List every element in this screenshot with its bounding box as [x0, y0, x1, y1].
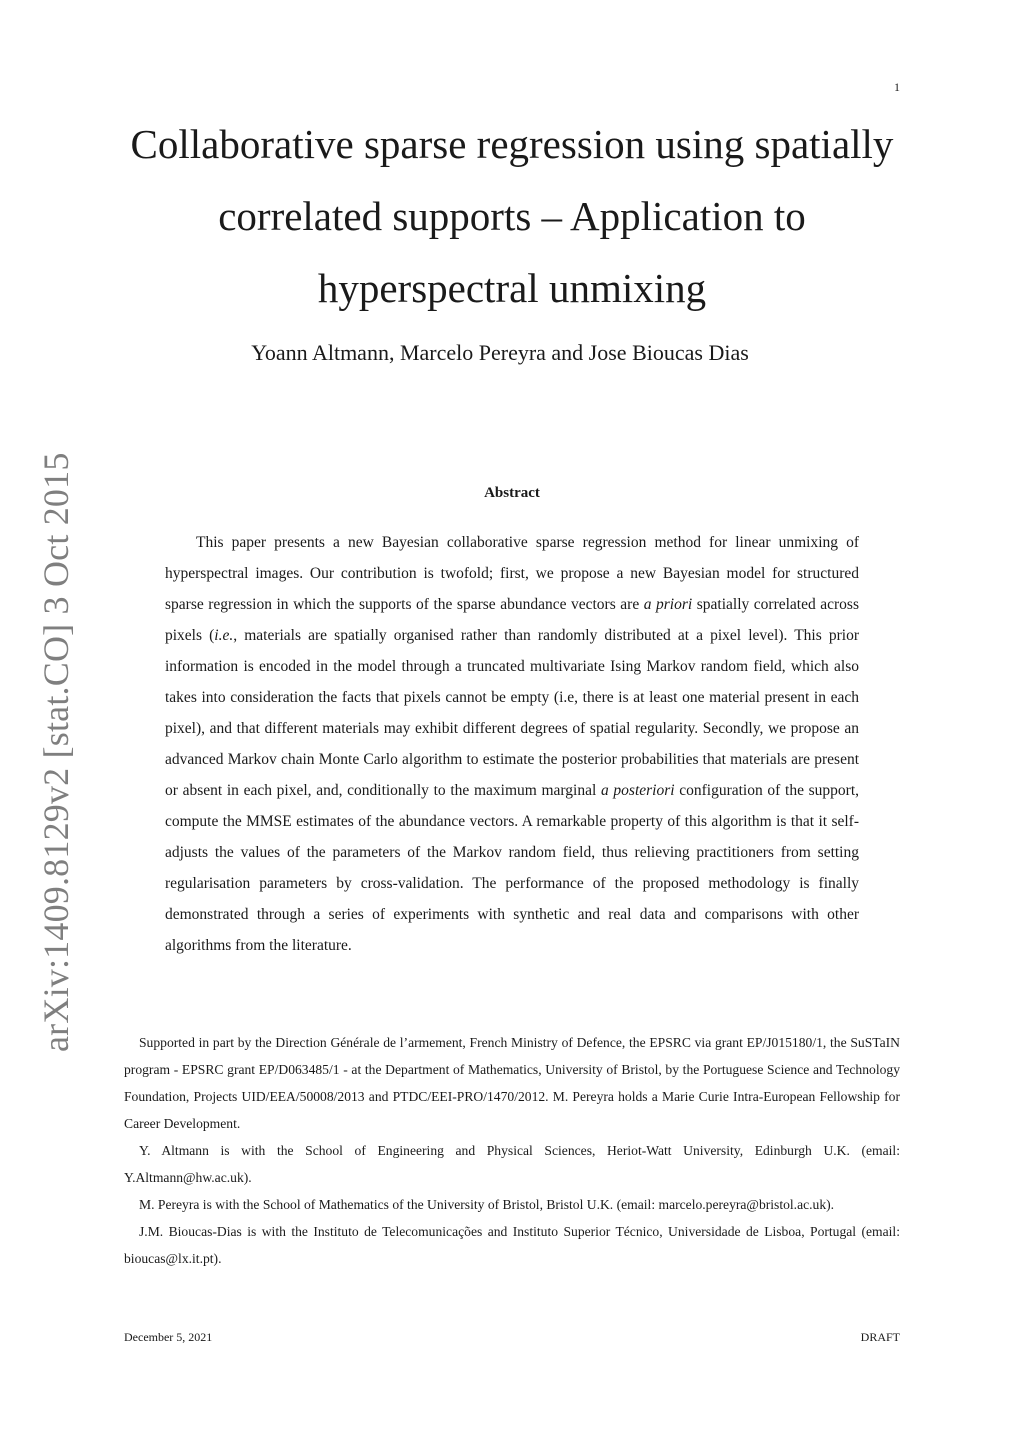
abstract-text: configuration of the support, compute the MMSE estimates of the abundance vectors. A remarkable property of this algorithm is that it self-adjusts the values of the parameters of the Markov random field, thus relieving practitioners from setting regularisation parameters by cross-validation. The performance of the proposed methodology is finally demonstrated through a series of experiments with synthetic and real data and comparisons with other algorithms from the literature.	[165, 782, 859, 954]
title-line: correlated supports – Application to	[218, 193, 806, 239]
paper-title	[100, 108, 924, 324]
abstract-italic-text: i.e.	[214, 627, 234, 644]
abstract-text: This paper presents a new Bayesian collaborative sparse regression method for linear unmixing of hyperspectral images. Our contribution is twofold; first, we propose a new Bayesian model for structured sparse regression in which the supports of the sparse abundance vectors are	[165, 534, 859, 613]
footnote-author-bioucas-dias: J.M. Bioucas-Dias is with the Instituto de Telecomunicações and Instituto Superior Técnico, Universidade de Lisboa, Portugal (email: bioucas@lx.it.pt).	[124, 1224, 900, 1266]
footnotes	[124, 1029, 900, 1272]
abstract-text: spatially correlated across pixels (	[165, 596, 859, 644]
abstract-italic-text: a posteriori	[600, 782, 675, 799]
abstract-heading: Abstract	[484, 485, 540, 501]
abstract-text: , materials are spatially organised rather than randomly distributed at a pixel level). This prior information is encoded in the model through a truncated multivariate Ising Markov random field, which also takes into consideration the facts that pixels cannot be empty (i.e, there is at least one material present in each pixel), and that different materials may exhibit different degrees of spatial regularity. Secondly, we propose an advanced Markov chain Monte Carlo algorithm to estimate the posterior probabilities that materials are present or absent in each pixel, and, conditionally to the maximum marginal	[165, 627, 859, 799]
arxiv-identifier-stamp: arXiv:1409.8129v2 [stat.CO] 3 Oct 2015	[36, 452, 76, 1052]
title-line: Collaborative sparse regression using spatially	[130, 121, 894, 167]
abstract-body	[165, 527, 859, 961]
author-list: Yoann Altmann, Marcelo Pereyra and Jose Bioucas Dias	[251, 340, 749, 365]
footnote-author-pereyra: M. Pereyra is with the School of Mathematics of the University of Bristol, Bristol U.K. (email: marcelo.pereyra@bristol.ac.uk).	[139, 1197, 835, 1212]
page-number: 1	[894, 80, 900, 94]
title-line: hyperspectral unmixing	[317, 265, 707, 311]
footer-draft-label: DRAFT	[860, 1330, 900, 1344]
abstract-italic-text: a priori	[643, 596, 693, 613]
footnote-author-altmann: Y. Altmann is with the School of Engineering and Physical Sciences, Heriot-Watt University, Edinburgh U.K. (email: Y.Altmann@hw.ac.uk).	[124, 1143, 900, 1185]
footnote-funding: Supported in part by the Direction Générale de l’armement, French Ministry of Defence, the EPSRC via grant EP/J015180/1, the SuSTaIN program - EPSRC grant EP/D063485/1 - at the Department of Mathematics, University of Bristol, by the Portuguese Science and Technology Foundation, Projects UID/EEA/50008/2013 and PTDC/EEI-PRO/1470/2012. M. Pereyra holds a Marie Curie Intra-European Fellowship for Career Development.	[124, 1035, 900, 1131]
footer-date: December 5, 2021	[124, 1330, 213, 1344]
